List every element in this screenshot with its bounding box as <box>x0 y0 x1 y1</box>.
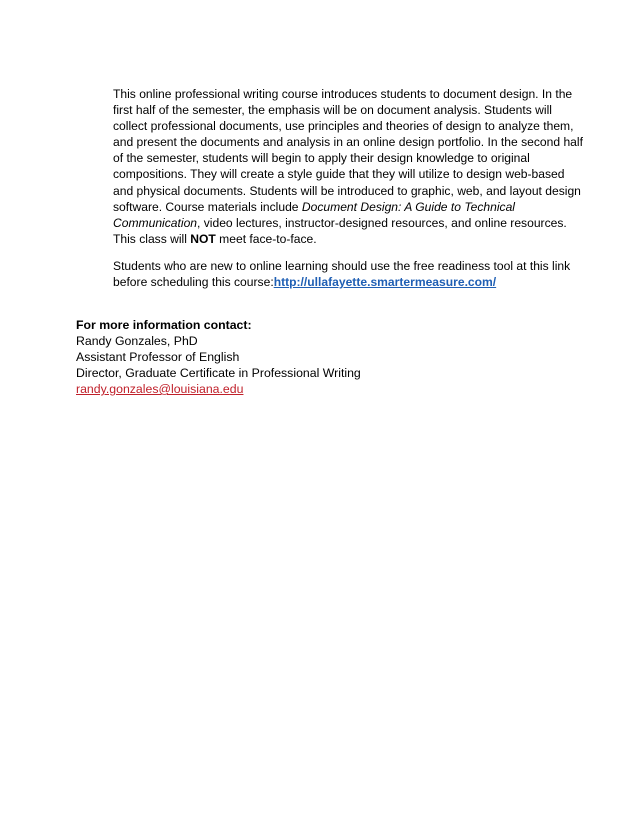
course-materials-text: software. Course materials include <box>113 199 302 214</box>
book-title-part1: Document Design: A Guide to Technical <box>301 199 515 214</box>
course-description-line: collect professional documents, use principles and theories of design to analyze them, <box>113 119 574 134</box>
readiness-tool-link[interactable]: http://ullafayette.smartermeasure.com/ <box>273 275 497 290</box>
course-description-line: and physical documents. Students will be introduced to graphic, web, and layout design <box>113 183 581 198</box>
not-emphasis: NOT <box>190 231 216 246</box>
class-format-rest: meet face-to-face. <box>215 231 317 246</box>
course-description-line: This online professional writing course introduces students to document design. In the <box>113 87 573 101</box>
course-description-line <box>113 231 583 247</box>
course-materials-rest: , video lectures, instructor-designed resources, and online resources. <box>197 215 567 230</box>
readiness-text: before scheduling this course: <box>113 275 274 290</box>
course-description-line: of the semester, students will begin to apply their design knowledge to original <box>113 151 530 166</box>
course-description-paragraph <box>113 86 583 247</box>
readiness-line: Students who are new to online learning should use the free readiness tool at this link <box>113 259 571 273</box>
contact-heading: For more information contact: <box>76 318 252 332</box>
course-description-line <box>113 199 583 215</box>
readiness-line <box>113 274 583 290</box>
contact-block <box>76 317 576 397</box>
course-description-line: first half of the semester, the emphasis will be on document analysis. Students will <box>113 103 552 118</box>
course-description-line: and present the documents and analysis in an online design portfolio. In the second half <box>113 135 583 150</box>
course-description-line: compositions. They will create a style guide that they will utilize to design web-based <box>113 167 565 182</box>
course-description-line <box>113 215 583 231</box>
contact-name: Randy Gonzales, PhD <box>76 334 198 348</box>
contact-email-link[interactable]: randy.gonzales@louisiana.edu <box>76 382 244 396</box>
readiness-paragraph <box>113 258 583 290</box>
class-format-text: This class will <box>113 231 191 246</box>
contact-title: Assistant Professor of English <box>76 350 240 364</box>
contact-title: Director, Graduate Certificate in Professional Writing <box>76 366 361 380</box>
book-title-part2: Communication <box>113 215 198 230</box>
